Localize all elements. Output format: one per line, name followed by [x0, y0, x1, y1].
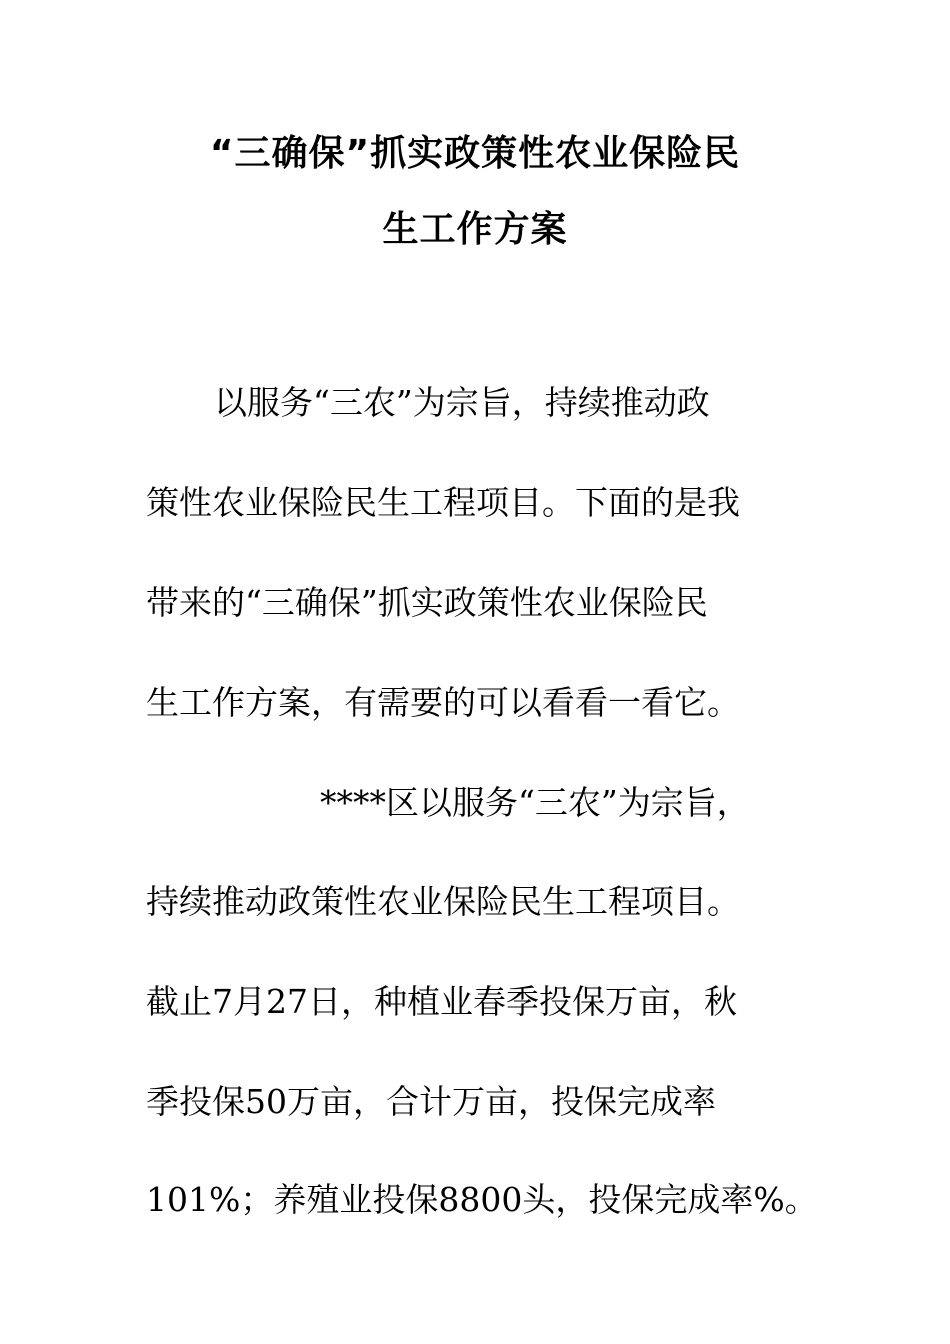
body-line-5: ****区以服务“三农”为宗旨， [320, 783, 750, 822]
body-line-4: 生工作方案，有需要的可以看看一看它。 [146, 683, 740, 722]
body-line-1: 以服务“三农”为宗旨，持续推动政 [214, 383, 710, 422]
body-line-9: 101%；养殖业投保8800头，投保完成率%。 [146, 1180, 818, 1219]
body-line-6: 持续推动政策性农业保险民生工程项目。 [146, 882, 740, 921]
document-title-line-1: “三确保”抓实政策性农业保险民 [209, 133, 741, 174]
body-line-3: 带来的“三确保”抓实政策性农业保险民 [146, 583, 708, 622]
body-line-2: 策性农业保险民生工程项目。下面的是我 [146, 483, 740, 522]
document-title-line-2: 生工作方案 [382, 209, 568, 250]
body-line-8: 季投保50万亩，合计万亩，投保完成率 [146, 1082, 716, 1121]
body-line-7: 截止7月27日，种植业春季投保万亩，秋 [146, 982, 737, 1021]
